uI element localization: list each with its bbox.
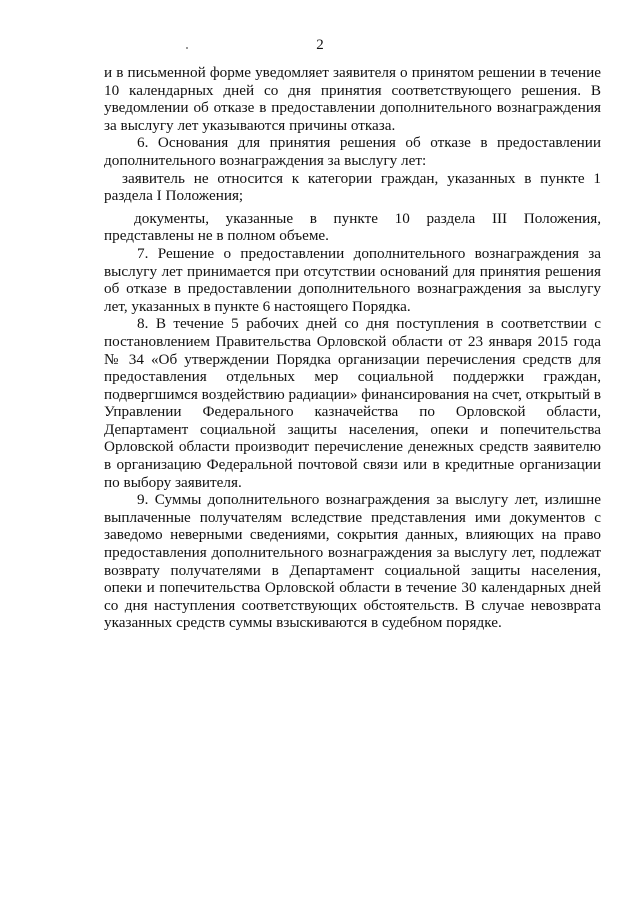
paragraph-6-item-1: заявитель не относится к категории граждан, указанных в пункте 1 раздела I Положения;: [104, 169, 601, 205]
scan-speck: [186, 47, 188, 49]
paragraph-8: 8. В течение 5 рабочих дней со дня поступления в соответствии с постановлением Правительства Орловской области от 23 января 2015 года № 34 «Об утверждении Порядка организации перечисления средств для предоставления отдельных мер социальной поддержки граждан, подвергшимся воздействию радиации» финансирования на счет, открытый в Управлении Федерального казначейства по Орловской области, Департамент социальной защиты населения, опеки и попечительства Орловской области производит перечисление денежных средств заявителю в организацию Федеральной почтовой связи или в кредитные организации по выбору заявителя.: [104, 315, 601, 491]
paragraph-6: 6. Основания для принятия решения об отказе в предоставлении дополнительного вознаграждения за выслугу лет:: [104, 134, 601, 169]
paragraph-7: 7. Решение о предоставлении дополнительного вознаграждения за выслугу лет принимается при отсутствии оснований для принятия решения об отказе в предоставлении дополнительного вознаграждения за выслугу лет, указанных в пункте 6 настоящего Порядка.: [104, 244, 601, 315]
page-number: 2: [316, 37, 324, 53]
document-body: [104, 64, 601, 632]
paragraph-6-item-2: документы, указанные в пункте 10 раздела III Положения, представлены не в полном объеме.: [104, 209, 601, 245]
paragraph-9: 9. Суммы дополнительного вознаграждения за выслугу лет, излишне выплаченные получателям вследствие представления ими документов с заведомо неверными сведениями, сокрытия данных, влияющих на право предоставления дополнительного вознаграждения за выслугу лет, подлежат возврату получателями в Департамент социальной защиты населения, опеки и попечительства Орловской области в течение 30 календарных дней со дня наступления соответствующих обстоятельств. В случае невозврата указанных средств суммы взыскиваются в судебном порядке.: [104, 491, 601, 632]
paragraph-continuation: и в письменной форме уведомляет заявителя о принятом решении в течение 10 календарных дней со дня принятия соответствующего решения. В уведомлении об отказе в предоставлении дополнительного вознаграждения за выслугу лет указываются причины отказа.: [104, 64, 601, 134]
